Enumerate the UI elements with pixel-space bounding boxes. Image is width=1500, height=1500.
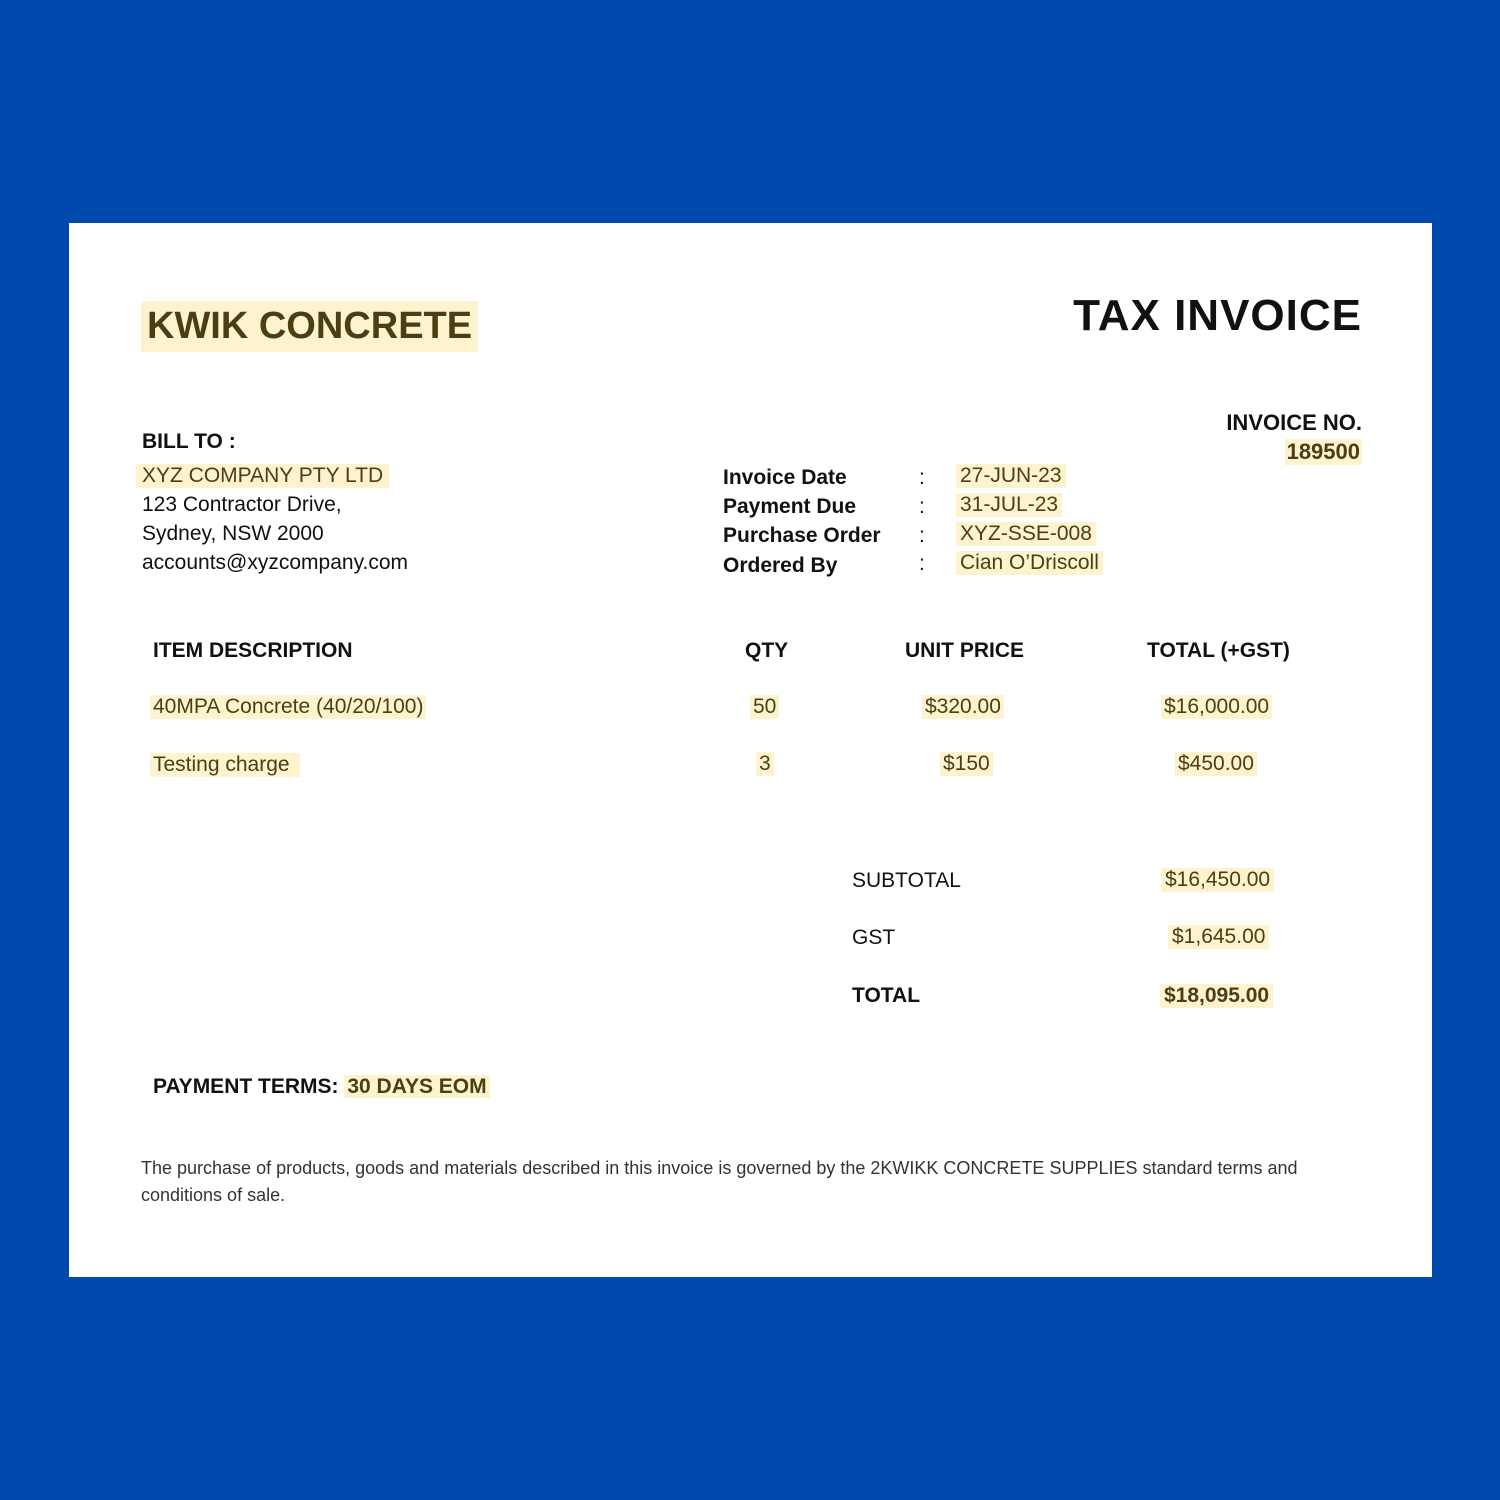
payment-terms — [153, 1075, 490, 1099]
bill-to-label: BILL TO : — [142, 430, 236, 453]
subtotal-value: $16,450.00 — [1161, 868, 1274, 892]
gst-label: GST — [852, 926, 896, 949]
header-unit-price: UNIT PRICE — [905, 639, 1025, 662]
purchase-order-value: XYZ-SSE-008 — [956, 522, 1096, 546]
company-logo-text: KWIK CONCRETE — [141, 301, 478, 352]
row-2-description: Testing charge — [150, 753, 300, 777]
header-qty: QTY — [745, 639, 789, 662]
row-1-unit-price: $320.00 — [922, 695, 1004, 719]
invoice-number-label: INVOICE NO. — [1226, 410, 1362, 435]
payment-due-label: Payment Due — [723, 495, 857, 518]
payment-terms-label: PAYMENT TERMS: — [153, 1075, 339, 1098]
row-2-total: $450.00 — [1175, 752, 1257, 776]
meta-separator: : — [919, 524, 925, 547]
row-2-unit-price: $150 — [940, 752, 993, 776]
bill-to-address-2: Sydney, NSW 2000 — [142, 522, 324, 545]
terms-footnote: The purchase of products, goods and materials described in this invoice is governed by the 2KWIKK CONCRETE SUPPLIES standard terms and conditions of sale. — [141, 1158, 1298, 1205]
invoice-date-label: Invoice Date — [723, 466, 847, 489]
gst-value: $1,645.00 — [1168, 925, 1269, 949]
payment-terms-value: 30 DAYS EOM — [344, 1075, 489, 1098]
total-label: TOTAL — [852, 984, 921, 1007]
total-value: $18,095.00 — [1160, 984, 1273, 1008]
meta-separator: : — [919, 495, 925, 518]
header-item-description: ITEM DESCRIPTION — [153, 639, 353, 662]
invoice-number-value: 189500 — [1286, 439, 1360, 464]
meta-separator: : — [919, 552, 925, 575]
bill-to-email: accounts@xyzcompany.com — [142, 551, 409, 574]
row-1-total: $16,000.00 — [1161, 695, 1272, 719]
bill-to-company: XYZ COMPANY PTY LTD — [136, 464, 389, 488]
subtotal-label: SUBTOTAL — [852, 869, 961, 892]
bill-to-address-1: 123 Contractor Drive, — [142, 493, 342, 516]
row-2-qty: 3 — [756, 752, 774, 776]
ordered-by-label: Ordered By — [723, 554, 838, 577]
invoice-sheet — [69, 223, 1432, 1277]
invoice-date-value: 27-JUN-23 — [956, 464, 1066, 488]
payment-due-value: 31-JUL-23 — [956, 493, 1062, 517]
document-title: TAX INVOICE — [1073, 291, 1362, 340]
header-total: TOTAL (+GST) — [1147, 639, 1290, 662]
row-1-description: 40MPA Concrete (40/20/100) — [150, 695, 426, 719]
meta-separator: : — [919, 466, 925, 489]
ordered-by-value: Cian O’Driscoll — [956, 551, 1103, 575]
row-1-qty: 50 — [750, 695, 779, 719]
purchase-order-label: Purchase Order — [723, 524, 881, 547]
